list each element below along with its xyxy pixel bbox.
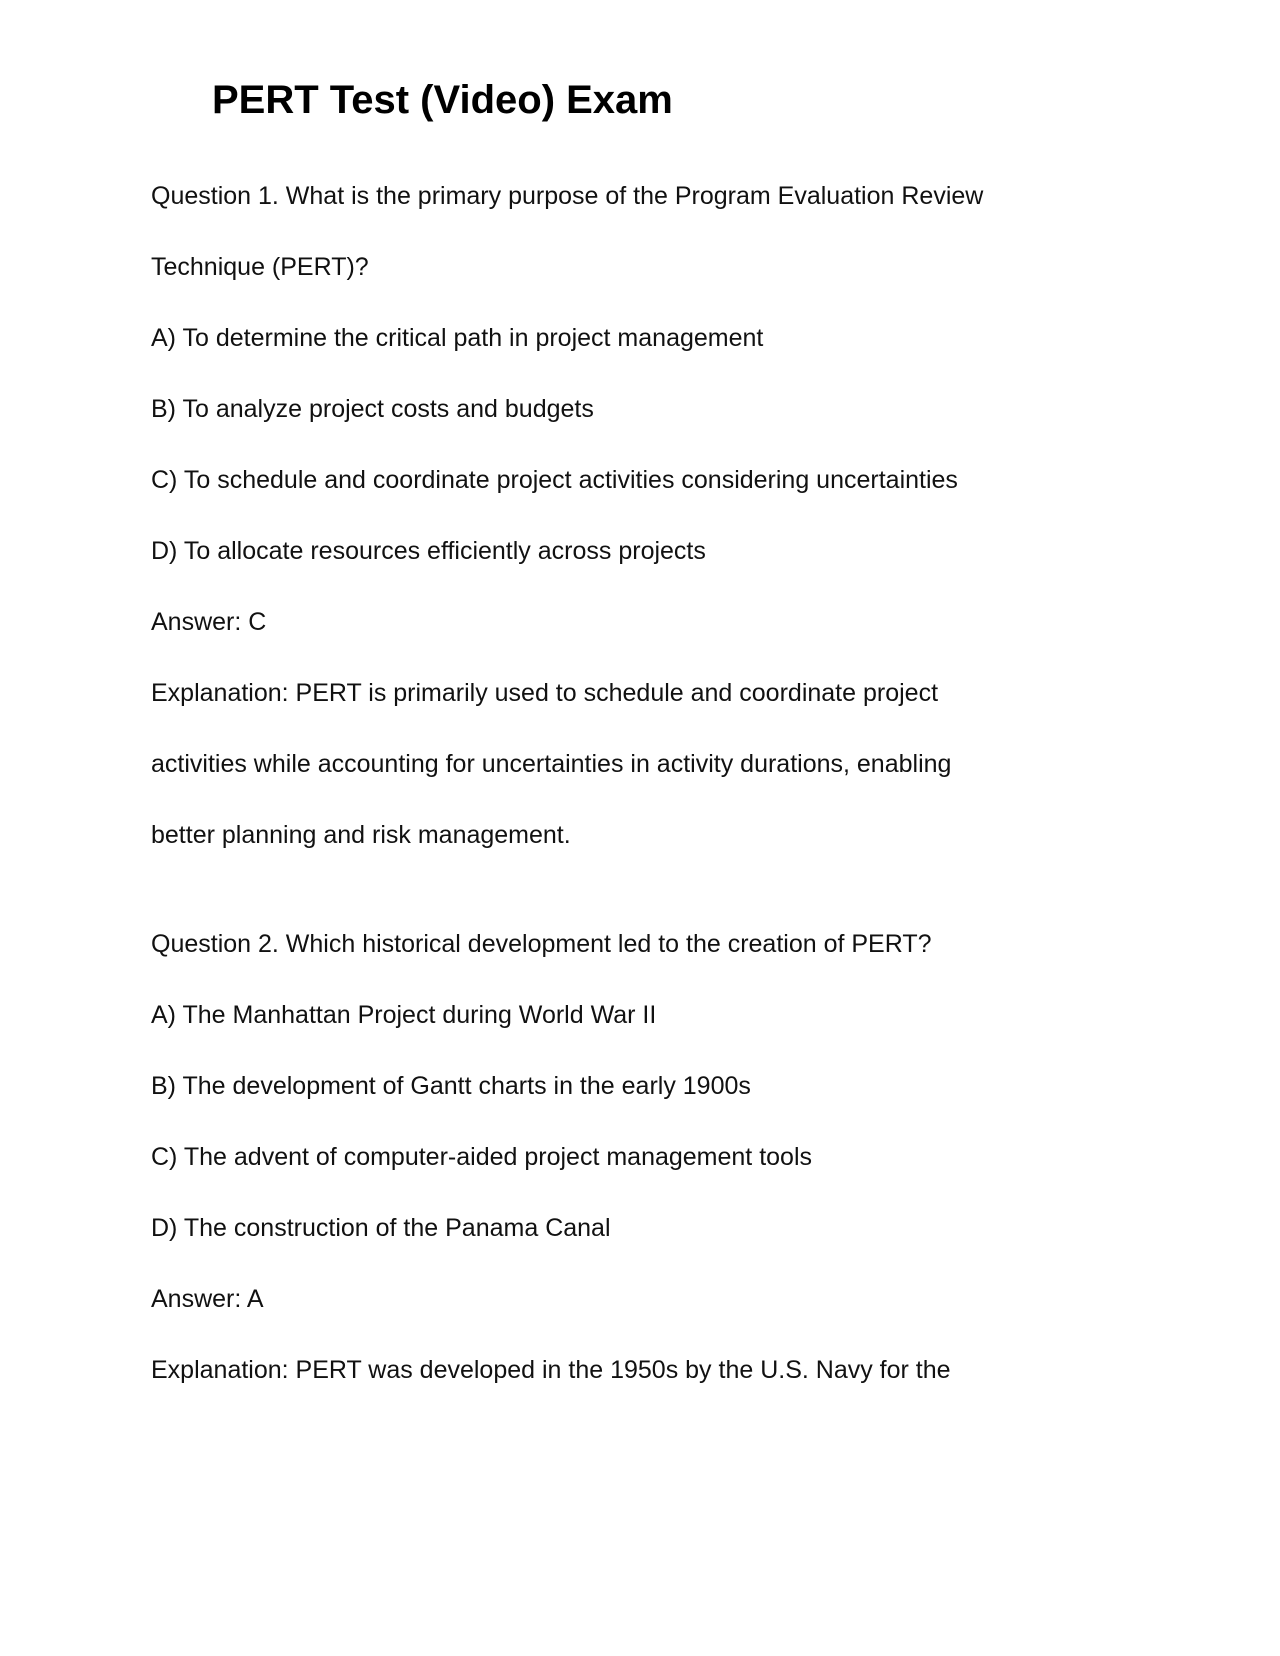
question-1-option-b: B) To analyze project costs and budgets	[151, 395, 594, 423]
question-2-option-c: C) The advent of computer-aided project management tools	[151, 1143, 813, 1171]
question-2-option-a: A) The Manhattan Project during World War II	[151, 1001, 657, 1029]
question-2-answer: Answer: A	[151, 1285, 264, 1313]
question-1-explanation-line-1: Explanation: PERT is primarily used to schedule and coordinate project	[151, 679, 939, 707]
question-1-option-a: A) To determine the critical path in project management	[151, 324, 764, 352]
question-1-text-line-1: Question 1. What is the primary purpose of the Program Evaluation Review	[151, 182, 984, 210]
question-2-text-line-1: Question 2. Which historical development led to the creation of PERT?	[151, 930, 932, 958]
question-1-explanation-line-3: better planning and risk management.	[151, 821, 571, 849]
document-title: PERT Test (Video) Exam	[212, 78, 673, 122]
question-1-text-line-2: Technique (PERT)?	[151, 253, 369, 281]
question-2-explanation-line-1: Explanation: PERT was developed in the 1950s by the U.S. Navy for the	[151, 1356, 951, 1384]
question-2-option-b: B) The development of Gantt charts in the early 1900s	[151, 1072, 751, 1100]
question-1-answer: Answer: C	[151, 608, 267, 636]
question-1-option-d: D) To allocate resources efficiently across projects	[151, 537, 706, 565]
question-2-option-d: D) The construction of the Panama Canal	[151, 1214, 611, 1242]
question-1-option-c: C) To schedule and coordinate project activities considering uncertainties	[151, 466, 958, 494]
question-1-explanation-line-2: activities while accounting for uncertainties in activity durations, enabling	[151, 750, 952, 778]
